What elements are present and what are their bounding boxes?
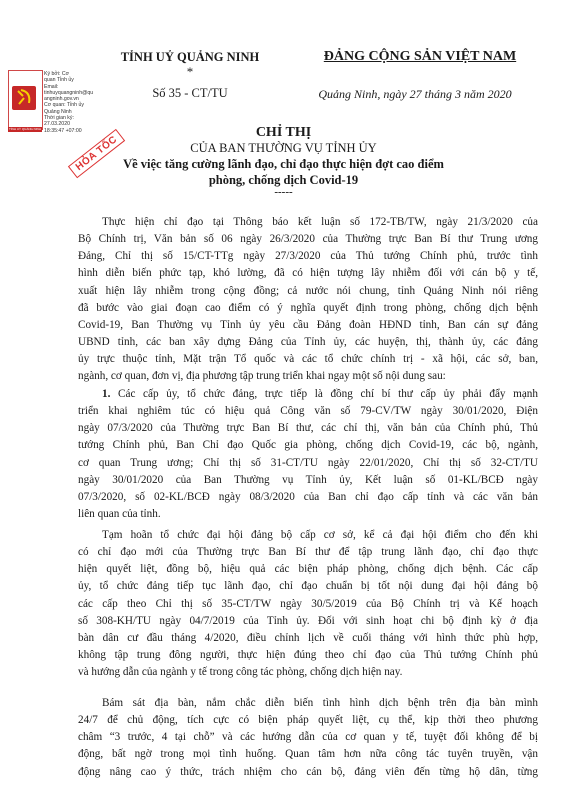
sig-line: Ký bởi: Cơ <box>44 71 69 77</box>
text-line: không tập trung đông người, thực hiện đúng theo chỉ đạo của Thủ tướng Chính phủ <box>78 649 538 662</box>
sig-line: Thời gian ký: <box>44 115 74 122</box>
paragraph-intro <box>78 214 538 386</box>
text-line: châm “3 trước, 4 tại chỗ” và các hướng dẫn của cơ quan y tế, tuyệt đối không để bị <box>78 731 538 744</box>
text-line: Covid-19, Ban Thường vụ Tỉnh ủy yêu cầu Đảng đoàn HĐND tỉnh, Ban cán sự đảng <box>78 318 538 331</box>
issue-date: Quảng Ninh, ngày 27 tháng 3 năm 2020 <box>318 87 512 101</box>
text-line: Thực hiện chỉ đạo tại Thông báo kết luận số 172-TB/TW, ngày 21/3/2020 của <box>102 216 538 228</box>
urgent-stamp: HỎA TỐC <box>68 129 126 179</box>
doc-number: Số 35 - CT/TU <box>152 86 228 100</box>
sig-line: Quảng Ninh <box>44 108 72 115</box>
text-line: các cấp theo Chỉ thị số 35-CT/TW ngày 30/5/2019 của Bộ Chính trị và Kế hoạch <box>78 597 538 610</box>
text-line: UBND tỉnh, các ban xây dựng Đảng của Tỉnh ủy, các huyện, thị, thành ủy, các đảng <box>78 336 538 349</box>
sig-line: tinhuyquangninh@qu <box>44 89 94 96</box>
sig-line: Cơ quan: Tỉnh ủy <box>44 102 84 109</box>
sig-line: quan Tỉnh ủy <box>44 77 74 84</box>
text-line: triển khai nghiêm túc có hiệu quả Công văn số 79-CV/TW ngày 30/01/2020, Điện <box>78 405 538 418</box>
text-line: có chỉ đạo mới của Thường trực Ban Bí thư để tập trung lãnh đạo, chỉ đạo thực <box>78 546 538 559</box>
title-divider: ----- <box>274 186 293 198</box>
text-line: đã bước vào giai đoạn cao điểm có ý nghĩa quyết định trong phòng, chống dịch bệnh <box>78 301 538 314</box>
text-line: ngày 07/3/2020 của Thường trực Ban Bí thư, các chỉ thị, văn bản của Chính phủ, Thủ <box>78 422 538 435</box>
stamp-caption: TỈNH UỶ QUẢNG NINH <box>8 127 41 131</box>
sig-line: 18:35:47 +07:00 <box>44 127 82 134</box>
paragraph-monitoring <box>78 695 538 781</box>
party-name: ĐẢNG CỘNG SẢN VIỆT NAM <box>323 49 517 64</box>
text-line: tướng Chính phủ, Ban Chỉ đạo Quốc gia phòng, chống dịch Covid-19, các bộ, ngành, <box>78 439 538 452</box>
text-line: bàn dân cư đầu tháng 4/2020, điều chỉnh lịch về cuối tháng với hình thức phù hợp, <box>78 631 538 644</box>
text-line: ủy, tổ chức đảng tiếp tục lãnh đạo, chỉ đạo chuẩn bị tốt nội dung đại hội đảng bộ <box>78 580 538 593</box>
text-line: cơ quan Trung ương; Chỉ thị số 31-CT/TU ngày 22/01/2020, Chỉ thị số 32-CT/TU <box>78 456 538 469</box>
text-line: hình diễn biến phức tạp, khó lường, đã có hiện tượng lây nhiễm đối với cán bộ y tế, <box>78 267 538 280</box>
star-mark: * <box>186 64 194 79</box>
text-line: liên quan của tỉnh. <box>78 508 161 521</box>
subject-line-1: Về việc tăng cường lãnh đạo, chỉ đạo thực hiện đợt cao điểm <box>123 157 444 171</box>
text-line: Bám sát địa bàn, nắm chắc diễn biến tình hình dịch bệnh trên địa bàn mình <box>102 697 538 709</box>
text-line: Bộ Chính trị, Văn bản số 06 ngày 26/3/2020 của Thường trực Ban Bí thư Trung ương <box>78 233 538 246</box>
text-line: ủy trực thuộc tỉnh, Mặt trận Tổ quốc và các tổ chức chính trị - xã hội, các sở, ban, <box>78 353 538 366</box>
doc-type: CHỈ THỊ <box>255 125 312 140</box>
text-line: 07/3/2020, số 02-KL/BCĐ ngày 08/3/2020 của Ban chỉ đạo cấp tỉnh và các văn bản <box>78 490 538 503</box>
text-line: ngành, cơ quan, đơn vị, địa phương tập trung triển khai ngay một số nội dung sau: <box>78 370 446 383</box>
text-line: số 308-KH/TU ngày 04/7/2019 của Tỉnh ủy. Đối với sinh hoạt chi bộ định kỳ ở địa <box>78 614 538 627</box>
text-line: động nâng cao ý thức, trách nhiệm cho cán bộ, đảng viên đến từng hộ dân, từng <box>78 765 538 778</box>
item-number: 1. <box>102 388 111 400</box>
subject-line-2: phòng, chống dịch Covid-19 <box>208 173 359 187</box>
text-line: 24/7 để chủ động, tích cực có biện pháp quyết liệt, cụ thể, kịp thời theo phương <box>78 714 538 727</box>
hammer-sickle-icon <box>12 86 36 110</box>
sig-line: 27.03.2020 <box>44 121 70 128</box>
text-line: Tạm hoãn tổ chức đại hội đảng bộ cấp cơ sở, kể cả đại hội điểm cho đến khi <box>102 529 538 541</box>
text-line: ngày 30/01/2020 của Ban Thường vụ Tỉnh ủy, Kết luận số 01-KL/BCĐ ngày <box>78 473 538 486</box>
text-line: và hướng dẫn của ngành y tế trong công tác phòng, chống dịch hiện nay. <box>78 666 403 679</box>
text-line: hiện quyết liệt, đồng bộ, hiệu quả các biện pháp phòng, chống dịch bệnh. Các cấp <box>78 563 538 576</box>
text-line: động, bất ngờ trong mọi tình huống. Quan tâm hơn nữa công tác tuyên truyền, vận <box>78 748 538 761</box>
issuing-org: TỈNH UỶ QUẢNG NINH <box>120 50 260 64</box>
issuing-body: CỦA BAN THƯỜNG VỤ TỈNH ỦY <box>190 141 377 155</box>
text-line: Đảng, Chỉ thị số 15/CT-TTg ngày 27/3/2020 của Thủ tướng Chính phủ, trước tình <box>78 250 538 263</box>
sig-line: Email: <box>44 83 59 90</box>
sig-line: angninh.gov.vn <box>44 96 79 103</box>
text-line: xuất hiện lây nhiễm trong cộng đồng; cả nước nói chung, tỉnh Quảng Ninh nói riêng <box>78 284 538 297</box>
text-line: Các cấp ủy, tổ chức đảng, trực tiếp là đồng chí bí thư cấp ủy phải đẩy mạnh <box>110 388 538 400</box>
paragraph-postpone <box>78 527 538 681</box>
paragraph-item-1 <box>78 386 538 523</box>
